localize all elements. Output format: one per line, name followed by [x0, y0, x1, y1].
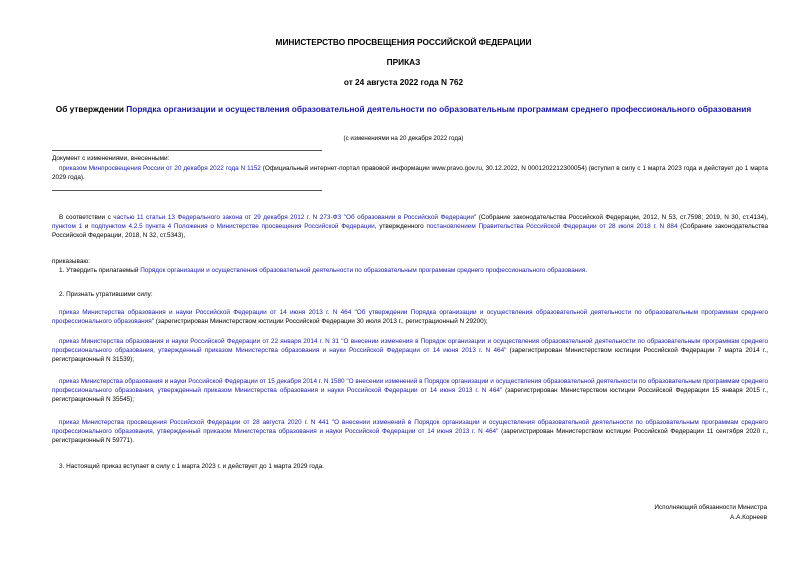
repealed-order-1-link[interactable]: приказ Министерства образования и науки Российской Федерации от 14 июня 2013 г. N 464 "Об утверждении Порядка организации и осуществления образовательной деятельности по образовательным программам среднего профессионального образования": [52, 309, 768, 325]
repealed-order-3-text: (зарегистрирован Министерством юстиции Российской Федерации 15 января 2015 г., регистрационный N 35545);: [52, 387, 768, 403]
repealed-order-4-text: (зарегистрирован Министерством юстиции Российской Федерации 11 сентября 2020 г., регистрационный N 59771).: [52, 428, 768, 444]
order-word: приказываю:: [52, 258, 90, 265]
date-number-heading: от 24 августа 2022 года N 762: [343, 77, 464, 87]
ministry-heading: МИНИСТЕРСТВО ПРОСВЕЩЕНИЯ РОССИЙСКОЙ ФЕДЕРАЦИИ: [275, 37, 532, 47]
law-link[interactable]: частью 11 статьи 13 Федерального закона от 29 декабря 2012 г. N 273-ФЗ "Об образовании в Российской Федерации": [113, 214, 477, 221]
divider-bottom: [52, 190, 322, 191]
repealed-order-2: [52, 337, 768, 364]
preamble-text-2: (Собрание законодательства Российской Федерации, 2012, N 53, ст.7598; 2019, N 30, ст.4134),: [476, 214, 768, 221]
item-1: [52, 266, 768, 275]
signature-name: А.А.Корнеев: [730, 514, 767, 521]
edition-note: (с изменениями на 20 декабря 2022 года): [343, 135, 464, 142]
procedure-link[interactable]: Порядок организации и осуществления образовательной деятельности по образовательным программам среднего профессионального образования: [140, 267, 586, 274]
changes-label: Документ с изменениями, внесенными:: [52, 155, 170, 162]
title-link[interactable]: Порядка организации и осуществления образовательной деятельности по образовательным программам среднего профессионального образования: [126, 104, 752, 114]
item-2: 2. Признать утратившими силу:: [59, 291, 153, 298]
changes-link[interactable]: приказом Минпросвещения России от 20 декабря 2022 года N 1152: [59, 165, 261, 172]
doc-type-heading: ПРИКАЗ: [386, 57, 421, 67]
divider-top: [52, 150, 322, 151]
preamble-text-1: В соответствии с: [59, 214, 114, 221]
repealed-order-3: [52, 377, 768, 404]
item-3: 3. Настоящий приказ вступает в силу с 1 марта 2023 г. и действует до 1 марта 2029 года.: [59, 463, 324, 470]
document-title: [40, 104, 767, 115]
repealed-order-4-link[interactable]: приказ Министерства просвещения Российской Федерации от 28 августа 2020 г. N 441 "О внесении изменений в Порядок организации и осуществления образовательной деятельности по образовательным программам среднего профессионального образования, утвержденный приказом Министерства образования и науки Российской Федерации от 14 июня 2013 г. N 464": [52, 419, 768, 435]
repealed-order-1-text: (зарегистрирован Министерством юстиции Российской Федерации 30 июля 2013 г., регистрационный N 29200);: [154, 318, 488, 325]
preamble-text-4: , утвержденного: [374, 223, 427, 230]
signature-position: Исполняющий обязанности Министра: [654, 504, 767, 511]
repealed-order-3-link[interactable]: приказ Министерства образования и науки Российской Федерации от 15 декабря 2014 г. N 1580 "О внесении изменений в Порядок организации и осуществления образовательной деятельности по образовательным программам среднего профессионального образования, утвержденный приказом Министерства образования и науки Российской Федерации от 14 июня 2013 г. N 464": [52, 378, 768, 394]
changes-details: (Официальный интернет-портал правовой информации www.pravo.gov.ru, 30.12.2022, N 0001202212300054) (вступил в силу с 1 марта 2023 года и действует до 1 марта 2029 года).: [52, 165, 768, 181]
repealed-order-1: [52, 308, 768, 326]
changes-text: [52, 164, 768, 182]
point-1-link[interactable]: пунктом 1: [52, 223, 83, 230]
preamble-text-3: и: [82, 223, 92, 230]
preamble-paragraph: [52, 213, 768, 240]
repealed-order-4: [52, 418, 768, 445]
preamble-text-5: (Собрание законодательства Российской Федерации, 2018, N 32, ст.5343),: [52, 223, 769, 239]
repealed-order-2-link[interactable]: приказ Министерства образования и науки Российской Федерации от 22 января 2014 г. N 31 "О внесении изменения в Порядок организации и осуществления образовательной деятельности по образовательным программам среднего профессионального образования, утвержденный приказом Министерства образования и науки Российской Федерации от 14 июня 2013 г. N 464": [52, 338, 768, 354]
repealed-order-2-text: (зарегистрирован Министерством юстиции Российской Федерации 7 марта 2014 г., регистрационный N 31539);: [52, 347, 768, 363]
item-1-end: .: [585, 267, 588, 274]
regulation-link[interactable]: подпунктом 4.2.5 пункта 4 Положения о Министерстве просвещения Российской Федерации: [91, 223, 375, 230]
title-prefix: Об утверждении: [55, 104, 127, 114]
item-1-text: 1. Утвердить прилагаемый: [59, 267, 141, 274]
government-decree-link[interactable]: постановлением Правительства Российской Федерации от 28 июля 2018 г. N 884: [426, 223, 678, 230]
